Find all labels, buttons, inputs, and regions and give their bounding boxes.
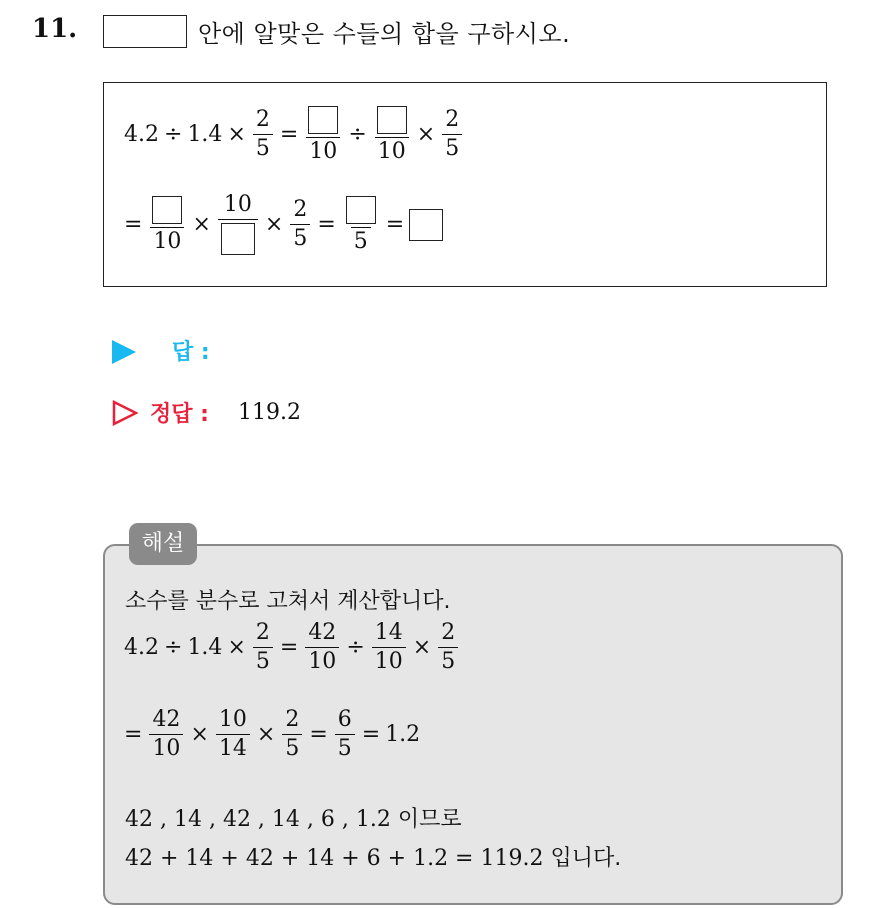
- question-number: 11.: [32, 14, 78, 44]
- operator: ÷: [164, 122, 183, 147]
- operator: ×: [416, 122, 436, 147]
- term: 1.4: [187, 122, 223, 147]
- blank-square: [346, 196, 376, 224]
- fraction: $\frac{2}{5}$: [253, 622, 273, 673]
- operator: =: [385, 212, 405, 237]
- operator: =: [309, 722, 328, 747]
- blank-box: [103, 15, 187, 48]
- fraction: $\frac{2}{5}$: [438, 622, 458, 673]
- sum-expression: 42 + 14 + 42 + 14 + 6 + 1.2 = 119.2: [125, 846, 544, 871]
- explanation-tab: 해설: [129, 523, 197, 565]
- operator: ×: [227, 635, 246, 660]
- blank-square: [152, 196, 182, 224]
- correct-label: 정답 :: [150, 402, 209, 427]
- fraction: $\frac{42}{10}$: [149, 709, 183, 760]
- play-filled-icon: [112, 340, 136, 364]
- operator: ×: [412, 635, 432, 660]
- blank-square: [308, 106, 338, 134]
- fraction: $\frac{2}{5}$: [253, 109, 273, 160]
- fraction: $\frac{6}{5}$: [335, 709, 355, 760]
- blank-square: [409, 209, 443, 241]
- operator: ×: [192, 212, 211, 237]
- explanation-line-2: [124, 709, 420, 760]
- explanation-list: [125, 802, 462, 833]
- blank-square: [221, 223, 255, 255]
- operator: =: [124, 722, 143, 747]
- operator: ×: [256, 722, 276, 747]
- fraction: $\frac{2}{5}$: [290, 199, 310, 250]
- operator: ×: [227, 122, 246, 147]
- explanation-intro: 소수를 분수로 고쳐서 계산합니다.: [125, 589, 451, 614]
- operator: ×: [190, 722, 209, 747]
- fraction: 10: [218, 194, 258, 255]
- operator: ÷: [346, 635, 365, 660]
- result: 1.2: [385, 722, 421, 747]
- operator: ×: [264, 212, 284, 237]
- term: 1.4: [187, 635, 223, 660]
- sum-suffix: 입니다.: [550, 846, 622, 871]
- correct-value: 119.2: [238, 400, 301, 425]
- operator: =: [317, 212, 336, 237]
- operator: =: [279, 635, 299, 660]
- value-list: 42 , 14 , 42 , 14 , 6 , 1.2: [125, 807, 391, 832]
- play-outline-icon: [112, 400, 138, 426]
- term: 4.2: [124, 635, 159, 660]
- operator: =: [124, 212, 143, 237]
- problem-line-1: [124, 106, 464, 163]
- fraction: $\frac{2}{5}$: [442, 109, 462, 160]
- answer-label: 답 :: [172, 340, 210, 365]
- term: 4.2: [124, 122, 159, 147]
- fraction: $\frac{2}{5}$: [282, 709, 302, 760]
- question-text: 안에 알맞은 수들의 합을 구하시오.: [198, 20, 571, 48]
- operator: ÷: [348, 122, 367, 147]
- operator: =: [279, 122, 299, 147]
- list-suffix: 이므로: [397, 807, 462, 832]
- blank-square: [377, 106, 407, 134]
- operator: ÷: [164, 635, 183, 660]
- fraction: $\frac{14}{10}$: [372, 622, 406, 673]
- explanation-sum: [125, 841, 621, 872]
- fraction: $\frac{10}{14}$: [216, 709, 250, 760]
- operator: =: [361, 722, 381, 747]
- fraction: 10: [149, 196, 185, 253]
- fraction: 10: [374, 106, 410, 163]
- fraction: 5: [343, 196, 379, 253]
- fraction: $\frac{42}{10}$: [305, 622, 339, 673]
- explanation-line-1: [124, 622, 460, 673]
- fraction: 10: [305, 106, 341, 163]
- problem-line-2: [124, 194, 443, 255]
